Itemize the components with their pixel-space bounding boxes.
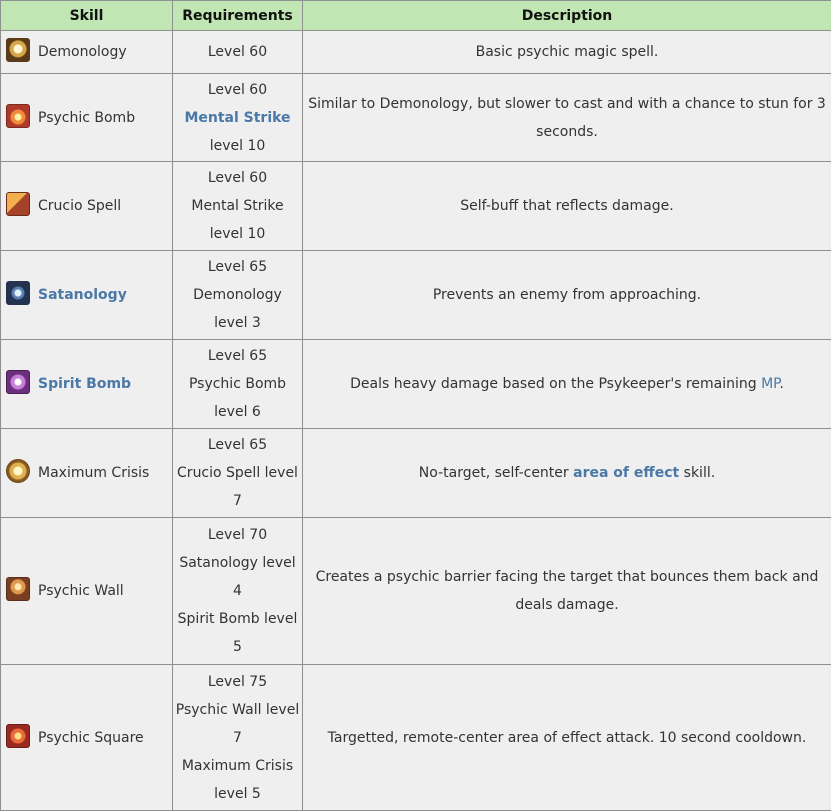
satanology-link[interactable]: Satanology [38, 287, 127, 303]
description-cell: Basic psychic magic spell. [303, 31, 831, 74]
requirement-line: Level 75 [207, 673, 268, 690]
skill-name: Crucio Spell [38, 198, 122, 214]
table-row [1, 340, 831, 429]
description-cell [303, 429, 831, 518]
requirement-line: Level 65 [207, 348, 268, 364]
table-header-row [1, 1, 831, 31]
requirement-line: Satanology level [179, 555, 296, 571]
description-text: skill. [679, 465, 716, 481]
skill-cell [1, 518, 173, 665]
skill-name: Maximum Crisis [38, 465, 150, 481]
requirement-line: Demonology [193, 287, 282, 303]
satanology-icon [6, 281, 30, 305]
skill-cell [1, 429, 173, 518]
description-cell: Creates a psychic barrier facing the target that bounces them back and deals damage. [303, 518, 831, 665]
skill-cell [1, 251, 173, 340]
mp-link[interactable]: MP [761, 376, 780, 392]
skill-name: Psychic Wall [38, 583, 124, 599]
requirement-line: 7 [233, 729, 242, 746]
requirement-line: level 10 [209, 137, 266, 154]
requirement-line: Level 60 [207, 170, 268, 186]
column-header-requirements: Requirements [173, 1, 303, 31]
description-cell: Prevents an enemy from approaching. [303, 251, 831, 340]
description-text: No-target, self-center [418, 465, 574, 481]
requirement-line: 7 [233, 493, 242, 509]
requirement-line: Psychic Wall level [175, 701, 300, 718]
spirit-bomb-link[interactable]: Spirit Bomb [38, 376, 132, 392]
requirement-line: Maximum Crisis [181, 757, 294, 774]
description-cell: Similar to Demonology, but slower to cast and with a chance to stun for 3 seconds. [303, 74, 831, 162]
description-cell: Targetted, remote-center area of effect attack. 10 second cooldown. [303, 665, 831, 811]
table-row [1, 74, 831, 162]
requirement-line: level 10 [209, 226, 266, 242]
requirements-cell [173, 162, 303, 251]
requirements-cell [173, 251, 303, 340]
crucio-spell-icon [6, 192, 30, 216]
table-row [1, 162, 831, 251]
skill-cell [1, 162, 173, 251]
requirement-line: 5 [233, 639, 242, 655]
skill-name: Psychic Square [38, 729, 144, 746]
description-cell: Self-buff that reflects damage. [303, 162, 831, 251]
table-row [1, 31, 831, 74]
column-header-description: Description [303, 1, 831, 31]
requirements-cell [173, 665, 303, 811]
psychic-bomb-icon [6, 104, 30, 128]
skill-cell [1, 340, 173, 429]
description-text: . [779, 376, 784, 392]
table-row [1, 429, 831, 518]
requirement-line: Level 60 [207, 44, 268, 60]
requirement-line: Level 65 [207, 259, 268, 275]
requirement-line: Level 60 [207, 81, 268, 98]
maximum-crisis-icon [6, 459, 30, 483]
table-row [1, 251, 831, 340]
skill-name: Demonology [38, 44, 127, 60]
psychic-square-icon [6, 724, 30, 748]
requirement-line: Crucio Spell level [177, 465, 298, 481]
requirements-cell [173, 31, 303, 74]
mental-strike-link[interactable]: Mental Strike [184, 109, 291, 126]
requirement-line: level 5 [214, 785, 261, 802]
psychic-wall-icon [6, 577, 30, 601]
requirements-cell [173, 340, 303, 429]
description-cell [303, 340, 831, 429]
requirement-line: Spirit Bomb level [177, 611, 298, 627]
table-row [1, 518, 831, 665]
skill-cell [1, 74, 173, 162]
requirement-line: Mental Strike [191, 198, 284, 214]
skill-name: Psychic Bomb [38, 109, 136, 126]
skill-cell [1, 665, 173, 811]
requirement-line: level 6 [214, 404, 261, 420]
requirements-cell [173, 74, 303, 162]
column-header-skill: Skill [1, 1, 173, 31]
requirement-line: level 3 [214, 315, 261, 331]
area-of-effect-link[interactable]: area of effect [573, 465, 680, 481]
requirement-line: 4 [233, 583, 242, 599]
skill-cell [1, 31, 173, 74]
requirement-line: Level 65 [207, 437, 268, 453]
spirit-bomb-icon [6, 370, 30, 394]
requirement-line: Level 70 [207, 527, 268, 543]
demonology-icon [6, 38, 30, 62]
requirements-cell [173, 518, 303, 665]
table-row [1, 665, 831, 811]
requirement-line: Psychic Bomb [188, 376, 287, 392]
description-text: Deals heavy damage based on the Psykeeper's remaining [350, 376, 762, 392]
requirements-cell [173, 429, 303, 518]
